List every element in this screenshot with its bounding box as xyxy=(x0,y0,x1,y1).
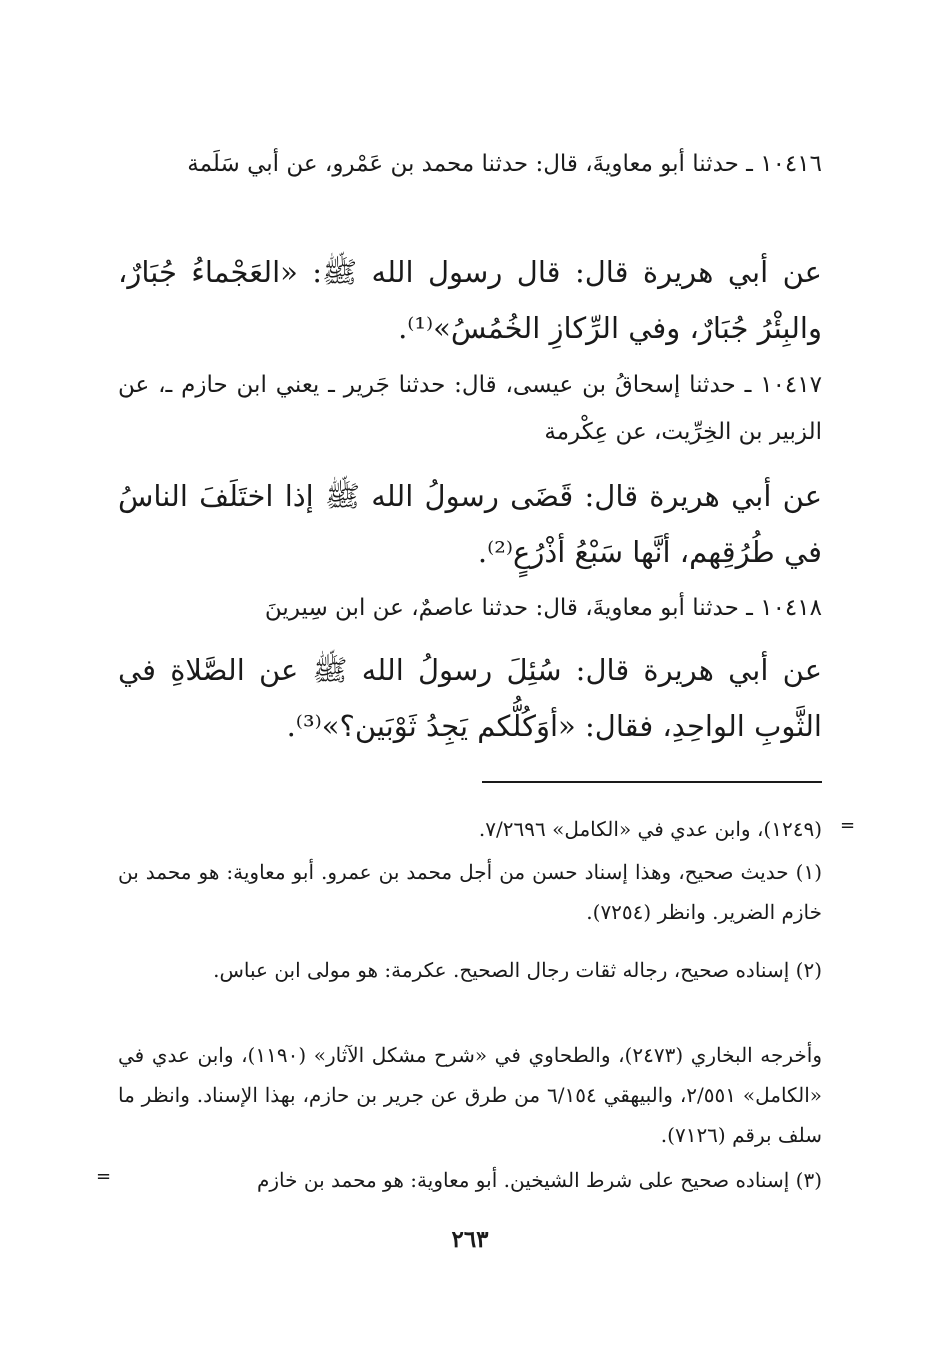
footnote-3-continuation-mark: = xyxy=(96,1166,112,1187)
hadith-10417-matn: عن أبي هريرة قال: قَضَى رسولُ الله ﷺ إذا اختَلَفَ الناسُ في طُرُقِهم، أنَّها سَبْعُ أذْرُعٍ⁽²⁾. xyxy=(118,479,822,569)
hadith-10418-isnad: ١٠٤١٨ ـ حدثنا أبو معاويةَ، قال: حدثنا عاصمٌ، عن ابن سِيرينَ xyxy=(264,595,822,621)
footnote-2: (٢) إسناده صحيح، رجاله ثقات رجال الصحيح. عكرمة: هو مولى ابن عباس. xyxy=(213,958,822,982)
page-number: ٢٦٣ xyxy=(451,1226,489,1253)
footnote-continuation: (١٢٤٩)، وابن عدي في «الكامل» ٧/٢٦٩٦. xyxy=(478,817,822,841)
footnote-2-continuation: وأخرجه البخاري (٢٤٧٣)، والطحاوي في «شرح مشكل الآثار» (١١٩٠)، وابن عدي في «الكامل» ٢/٥٥١، والبيهقي ٦/١٥٤ من طرق عن جرير بن حازم، بهذا الإسناد. وانظر ما سلف برقم (٧١٢٦). xyxy=(118,1043,823,1147)
hadith-10418-matn: عن أبي هريرة قال: سُئِلَ رسولُ الله ﷺ عن الصَّلاةِ في الثَّوبِ الواحِدِ، فقال: «أوَكُلُّكم يَجِدُ ثَوْبَين؟»⁽³⁾. xyxy=(118,653,822,743)
footnote-1: (١) حديث صحيح، وهذا إسناد حسن من أجل محمد بن عمرو. أبو معاوية: هو محمد بن خازم الضرير. وانظر (٧٢٥٤). xyxy=(118,860,822,924)
footnote-3: (٣) إسناده صحيح على شرط الشيخين. أبو معاوية: هو محمد بن خازم xyxy=(257,1168,822,1192)
continuation-mark: = xyxy=(840,815,856,836)
footnote-separator xyxy=(482,781,822,783)
hadith-10416-isnad: ١٠٤١٦ ـ حدثنا أبو معاويةَ، قال: حدثنا محمد بن عَمْرو، عن أبي سَلَمة xyxy=(187,151,822,177)
hadith-10416-matn: عن أبي هريرة قال: قال رسول الله ﷺ: «العَجْماءُ جُبَارٌ، والبِئْرُ جُبَارٌ، وفي الرِّكازِ الخُمُسُ»⁽¹⁾. xyxy=(118,255,822,345)
hadith-10417-isnad: ١٠٤١٧ ـ حدثنا إسحاقُ بن عيسى، قال: حدثنا جَرير ـ يعني ابن حازم ـ، عن الزبير بن الخِرِّيت، عن عِكْرمة xyxy=(118,372,822,445)
